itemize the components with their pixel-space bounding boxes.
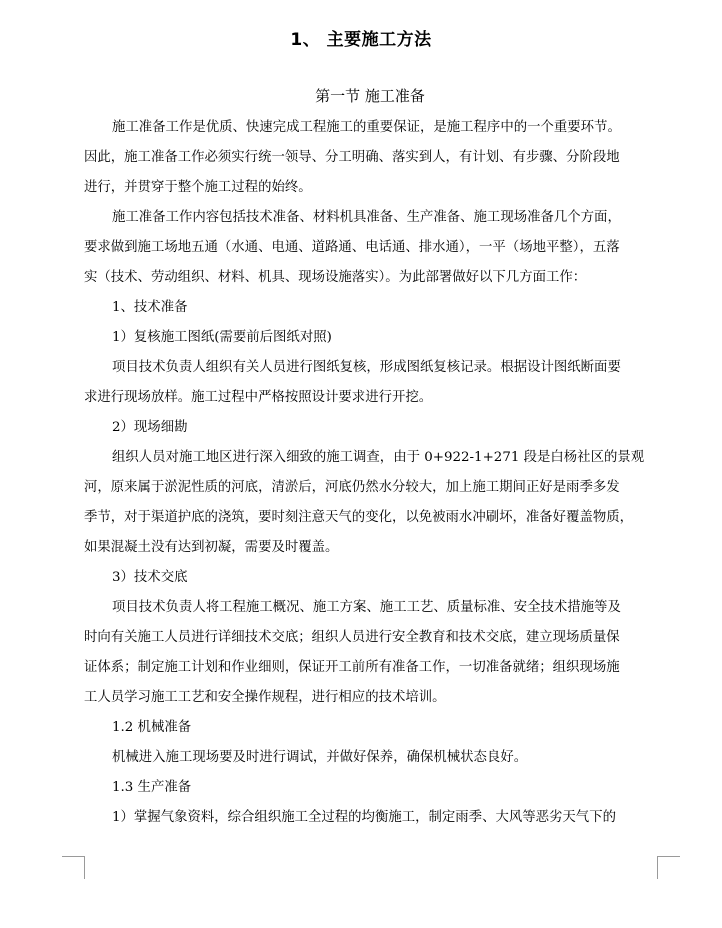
subheading: 1.3 生产准备 — [112, 780, 192, 795]
paragraph-line: 如果混凝土没有达到初凝，需要及时覆盖。 — [84, 540, 339, 555]
subheading: 1.2 机械准备 — [112, 720, 192, 735]
paragraph-line: 要求做到施工场地五通（水通、电通、道路通、电话通、排水通），一平（场地平整），五落 — [84, 240, 620, 255]
paragraph-line: 项目技术负责人组织有关人员进行图纸复核，形成图纸复核记录。根据设计图纸断面要 — [112, 360, 621, 375]
paragraph-line: 河，原来属于淤泥性质的河底，清淤后，河底仍然水分较大，加上施工期间正好是雨季多发 — [84, 480, 620, 495]
document-title: 1、 主要施工方法 — [290, 30, 432, 50]
paragraph-line: 进行，并贯穿于整个施工过程的始终。 — [84, 180, 312, 195]
subheading: 1）复核施工图纸(需要前后图纸对照) — [112, 330, 332, 345]
paragraph-line: 1）掌握气象资料，综合组织施工全过程的均衡施工，制定雨季、大风等恶劣天气下的 — [112, 810, 616, 825]
margin-corner-mark-left — [62, 856, 85, 879]
paragraph-line: 因此，施工准备工作必须实行统一领导、分工明确、落实到人，有计划、有步骤、分阶段地 — [84, 150, 620, 165]
subheading: 1、技术准备 — [112, 300, 188, 315]
paragraph-line: 组织人员对施工地区进行深入细致的施工调查，由于 0+922-1+271 段是白杨社区的景观 — [112, 450, 645, 465]
paragraph-line: 工人员学习施工工艺和安全操作规程，进行相应的技术培训。 — [84, 690, 446, 705]
paragraph-line: 项目技术负责人将工程施工概况、施工方案、施工工艺、质量标准、安全技术措施等及 — [112, 600, 621, 615]
paragraph-line: 时向有关施工人员进行详细技术交底；组织人员进行安全教育和技术交底，建立现场质量保 — [84, 630, 620, 645]
paragraph-line: 施工准备工作是优质、快速完成工程施工的重要保证，是施工程序中的一个重要环节。 — [112, 120, 621, 135]
paragraph-line: 施工准备工作内容包括技术准备、材料机具准备、生产准备、施工现场准备几个方面， — [112, 210, 621, 225]
section-title: 第一节 施工准备 — [315, 87, 425, 105]
paragraph-line: 机械进入施工现场要及时进行调试，并做好保养，确保机械状态良好。 — [112, 750, 528, 765]
paragraph-line: 季节，对于渠道护底的浇筑，要时刻注意天气的变化，以免被雨水冲刷坏，准备好覆盖物质， — [84, 510, 634, 525]
margin-corner-mark-right — [657, 856, 680, 879]
paragraph-line: 实（技术、劳动组织、材料、机具、现场设施落实）。为此部署做好以下几方面工作： — [84, 270, 587, 285]
paragraph-line: 证体系；制定施工计划和作业细则，保证开工前所有准备工作，一切准备就绪；组织现场施 — [84, 660, 620, 675]
subheading: 2）现场细勘 — [112, 420, 188, 435]
subheading: 3）技术交底 — [112, 570, 188, 585]
paragraph-line: 求进行现场放样。施工过程中严格按照设计要求进行开挖。 — [84, 390, 433, 405]
